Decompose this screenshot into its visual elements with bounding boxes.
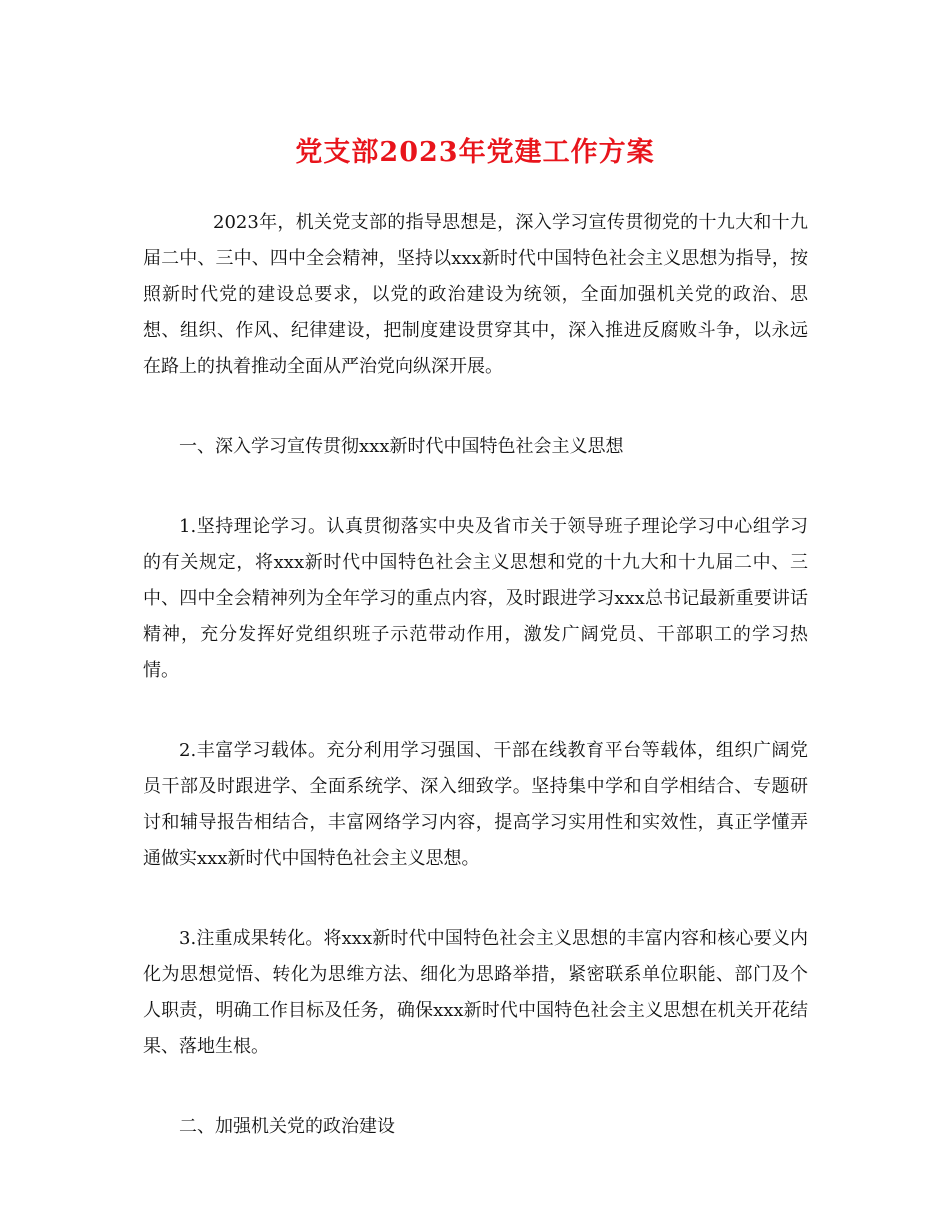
intro-paragraph: 2023年，机关党支部的指导思想是，深入学习宣传贯彻党的十九大和十九届二中、三中、四中全会精神，坚持以xxx新时代中国特色社会主义思想为指导，按照新时代党的建设总要求，以党的政治建设为统领，全面加强机关党的政治、思想、组织、作风、纪律建设，把制度建设贯穿其中，深入推进反腐败斗争，以永远在路上的执着推动全面从严治党向纵深开展。: [143, 212, 808, 377]
item-paragraph-1: 1.坚持理论学习。认真贯彻落实中央及省市关于领导班子理论学习中心组学习的有关规定，将xxx新时代中国特色社会主义思想和党的十九大和十九届二中、三中、四中全会精神列为全年学习的重点内容，及时跟进学习xxx总书记最新重要讲话精神，充分发挥好党组织班子示范带动作用，激发广阔党员、干部职工的学习热情。: [143, 516, 808, 681]
section-heading-1: 一、深入学习宣传贯彻xxx新时代中国特色社会主义思想: [179, 436, 624, 457]
spacer: [143, 1065, 808, 1109]
spacer: [143, 385, 808, 429]
section-heading-2: 二、加强机关党的政治建设: [179, 1116, 395, 1137]
item-paragraph-3: 3.注重成果转化。将xxx新时代中国特色社会主义思想的丰富内容和核心要义内化为思想觉悟、转化为思维方法、细化为思路举措，紧密联系单位职能、部门及个人职责，明确工作目标及任务，确保xxx新时代中国特色社会主义思想在机关开花结果、落地生根。: [143, 928, 808, 1057]
spacer: [143, 465, 808, 509]
document-title: 党支部2023年党建工作方案: [295, 137, 655, 168]
spacer: [143, 689, 808, 733]
document-body: [143, 205, 808, 1145]
spacer: [143, 877, 808, 921]
item-paragraph-2: 2.丰富学习载体。充分利用学习强国、干部在线教育平台等载体，组织广阔党员干部及时跟进学、全面系统学、深入细致学。坚持集中学和自学相结合、专题研讨和辅导报告相结合，丰富网络学习内容，提高学习实用性和实效性，真正学懂弄通做实xxx新时代中国特色社会主义思想。: [143, 740, 808, 869]
